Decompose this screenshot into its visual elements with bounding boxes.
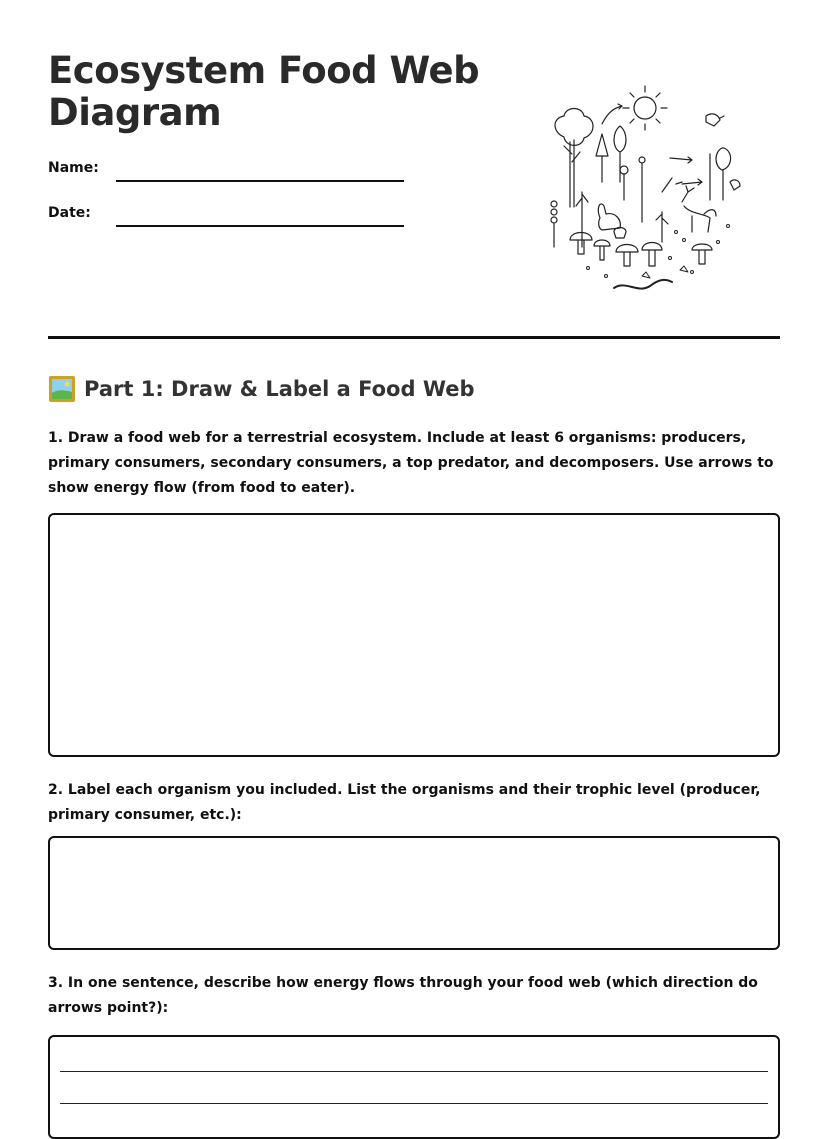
part1-heading-text: Part 1: Draw & Label a Food Web bbox=[84, 377, 475, 401]
question-2: 2. Label each organism you included. List the organisms and their trophic level (producer, primary consumer, etc.): bbox=[48, 782, 761, 823]
date-field[interactable] bbox=[116, 225, 404, 227]
worm-icon bbox=[614, 280, 672, 289]
sun-icon bbox=[623, 86, 667, 130]
worksheet-title bbox=[48, 50, 488, 134]
question-3: 3. In one sentence, describe how energy flows through your food web (which direction do arrows point?): bbox=[48, 975, 758, 1016]
tree-icon bbox=[555, 109, 593, 208]
question-1: 1. Draw a food web for a terrestrial ecosystem. Include at least 6 organisms: producers, primary consumers, secondary consumers, a top predator, and decomposers. Use arrows to show energy flow (from food to eater). bbox=[48, 430, 774, 496]
writing-line[interactable] bbox=[60, 1071, 768, 1072]
tree-icon bbox=[710, 148, 731, 200]
header-divider bbox=[48, 336, 780, 339]
energy-flow-answer-box[interactable] bbox=[48, 1035, 780, 1139]
small-tree-icon bbox=[596, 134, 608, 182]
bird-icon bbox=[706, 114, 724, 126]
mushroom-icon bbox=[570, 233, 712, 267]
date-label: Date: bbox=[48, 205, 91, 221]
drawing-area[interactable] bbox=[48, 513, 780, 757]
writing-line[interactable] bbox=[60, 1103, 768, 1104]
worksheet-page bbox=[48, 0, 780, 1118]
title-line-2: Diagram bbox=[48, 91, 222, 134]
frog-icon bbox=[614, 228, 626, 239]
title-line-1: Ecosystem Food Web bbox=[48, 49, 480, 92]
organism-list-answer-box[interactable] bbox=[48, 836, 780, 950]
name-field[interactable] bbox=[116, 180, 404, 182]
ecosystem-illustration bbox=[542, 82, 752, 297]
framed-picture-icon bbox=[48, 375, 76, 403]
part1-heading bbox=[48, 374, 475, 404]
flower-icon bbox=[551, 157, 645, 247]
name-label: Name: bbox=[48, 160, 99, 176]
bird-icon bbox=[730, 180, 740, 190]
rabbit-icon bbox=[598, 204, 620, 230]
deer-icon bbox=[682, 186, 716, 232]
